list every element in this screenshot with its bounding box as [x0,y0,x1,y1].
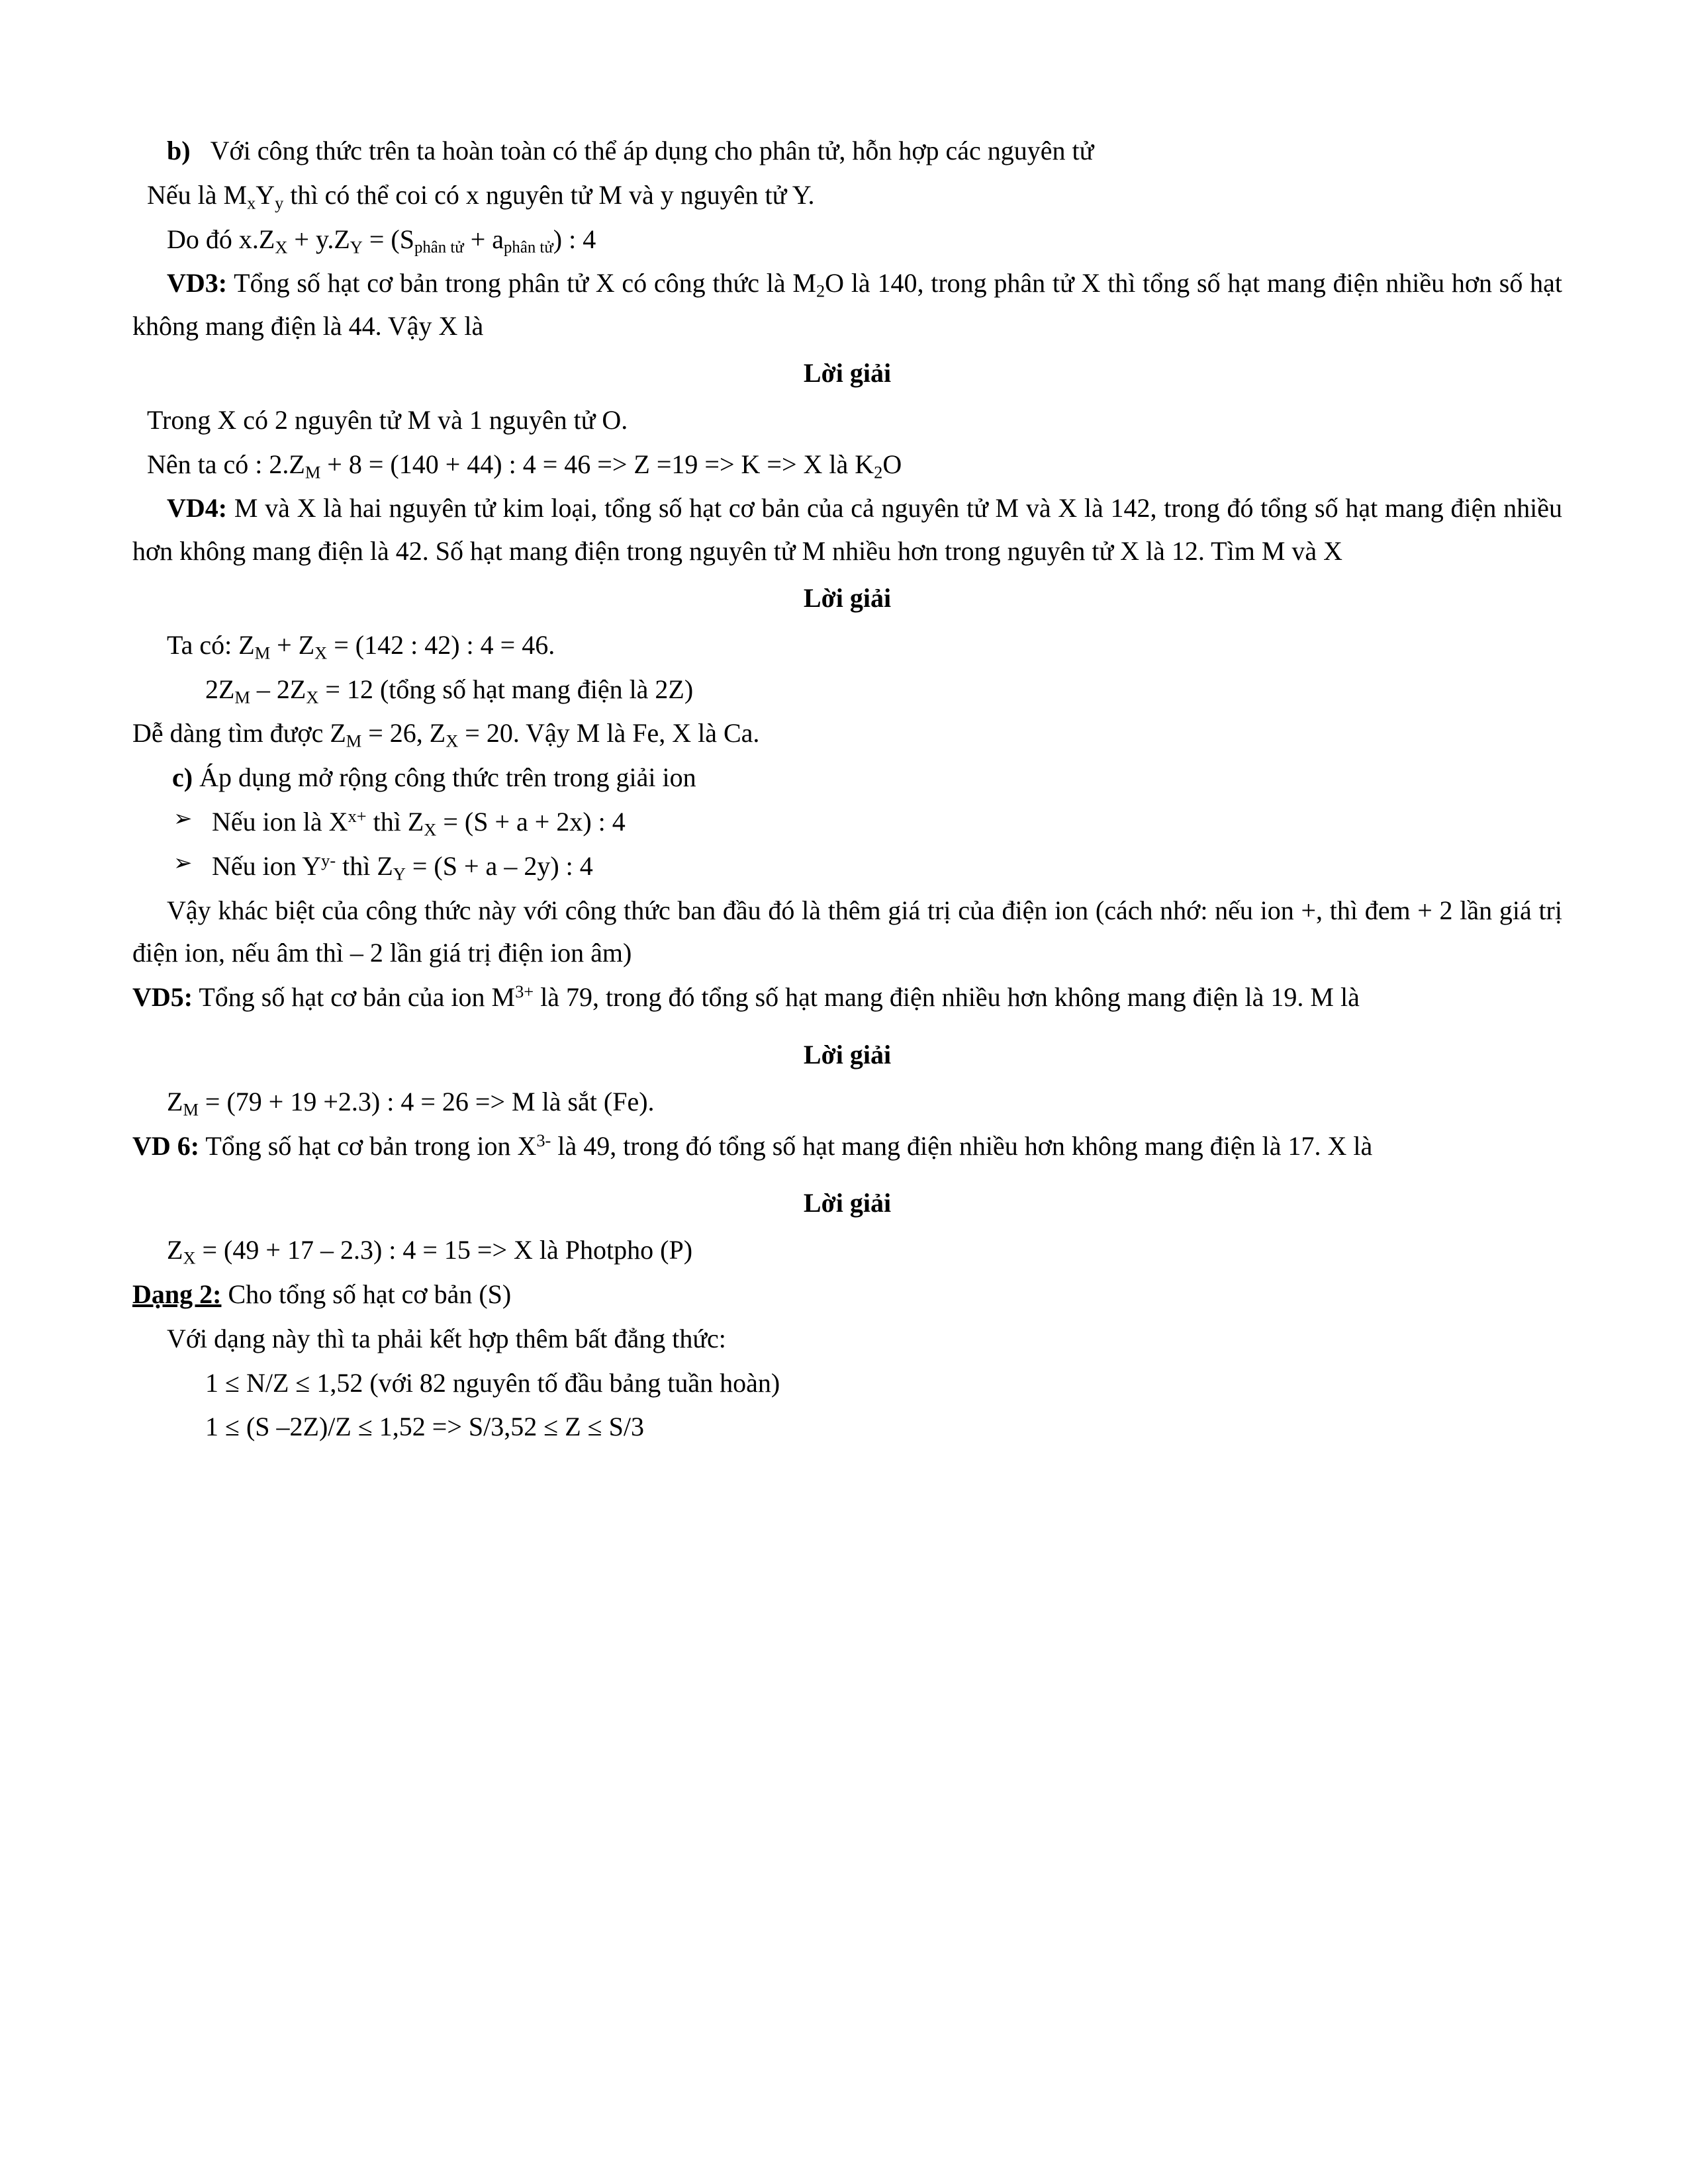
vd5-sol-part1: Z [167,1086,183,1116]
do-do-part2: + y.Z [287,224,350,254]
vd3-text-part2: O là 140, trong phân tử X thì tổng số hạt mang điện nhiều hơn số hạt không mang điện là 44. Vậy X là [132,268,1562,341]
bullet1-sub-x: X [424,819,437,840]
vd5-sol-sub-m: M [183,1099,199,1120]
vd4-sol2-part3: = 12 (tổng số hạt mang điện là 2Z) [318,674,694,704]
paragraph-do-do [132,218,1562,261]
neu-la-sub-x: x [247,193,256,213]
bullet1-part3: = (S + a + 2x) : 4 [436,806,626,837]
vd5-sol-part2: = (79 + 19 +2.3) : 4 = 26 => M là sắt (Fe). [198,1086,655,1116]
vd4-sol2-part1: 2Z [205,674,235,704]
paragraph-vd4 [132,487,1562,573]
document-body [132,130,1562,1449]
label-b: b) [167,136,191,165]
paragraph-b [132,130,1562,173]
vd4-sol2-sub-x: X [306,686,319,707]
do-do-part5: ) : 4 [553,224,596,254]
vd4-sol3-sub-x: X [445,731,459,751]
text-c: Áp dụng mở rộng công thức trên trong giải ion [193,762,696,793]
paragraph-vd3-sol-2 [132,443,1562,486]
vd6-text-part2: là 49, trong đó tổng số hạt mang điện nhiều hơn không mang điện là 17. X là [551,1130,1373,1161]
heading-loi-giai-vd5: Lời giải [803,1039,892,1069]
bullet1-part1: Nếu ion là X [212,806,348,837]
vd4-sol3-sub-m: M [346,731,362,751]
dang2-text: Cho tổng số hạt cơ bản (S) [221,1279,512,1309]
do-do-part4: + a [463,224,504,254]
vd4-sol2-part2: – 2Z [250,674,306,704]
vd4-sol3-part2: = 26, Z [361,718,446,749]
vd4-text: M và X là hai nguyên tử kim loại, tổng số hạt cơ bản của cả nguyên tử M và X là 142, trong đó tổng số hạt mang điện nhiều hơn không mang điện là 42. Số hạt mang điện trong nguyên tử M nhiều hơn trong nguyên tử X là 12. Tìm M và X [132,493,1562,567]
vd3-sol2-part2: + 8 = (140 + 44) : 4 = 46 => Z =19 => K => X là K [320,449,874,479]
vd6-sol-part1: Z [167,1235,183,1265]
paragraph-voi-dang-nay: Với dạng này thì ta phải kết hợp thêm bất đẳng thức: [167,1323,726,1353]
label-vd4: VD4: [167,493,228,523]
vd5-text-part1: Tổng số hạt cơ bản của ion M [193,982,516,1013]
spacer [132,1021,1562,1030]
heading-loi-giai-vd6: Lời giải [803,1188,892,1218]
paragraph-vay-khac-biet: Vậy khác biệt của công thức này với công thức ban đầu đó là thêm giá trị của điện ion (cách nhớ: nếu ion +, thì đem + 2 lần giá trị điện ion, nếu âm thì – 2 lần giá trị điện ion âm) [132,895,1562,968]
bullet2-part1: Nếu ion Y [212,850,322,881]
do-do-sub-phantu-2: phân tử [504,238,553,257]
list-item-ion-negative [132,845,1562,888]
vd4-sol3-part1: Dễ dàng tìm được Z [132,718,346,749]
vd4-sol2-sub-m: M [234,686,250,707]
neu-la-part3: thì có thể coi có x nguyên tử M và y nguyên tử Y. [283,179,815,210]
neu-la-part2: Y [256,179,275,210]
vd3-sol2-part1: Nên ta có : 2.Z [147,449,305,479]
bullet1-part2: thì Z [366,806,424,837]
bullet2-sub-y: Y [393,864,406,884]
heading-loi-giai-vd4: Lời giải [803,582,892,613]
paragraph-vd4-sol-2 [132,668,1562,711]
vd3-sol2-part3: O [882,449,902,479]
paragraph-vd5 [132,976,1562,1019]
heading-loi-giai-vd3: Lời giải [803,357,892,388]
do-do-sub-x: X [275,236,288,257]
bullet2-part3: = (S + a – 2y) : 4 [405,850,593,881]
paragraph-vd4-sol-1 [132,624,1562,667]
vd4-sol1-sub-m: M [254,643,271,663]
bullet2-sup: y- [321,850,336,870]
label-vd3: VD3: [167,268,228,298]
text-b: Với công thức trên ta hoàn toàn có thể áp dụng cho phân tử, hỗn hợp các nguyên tử [210,136,1094,165]
vd4-sol1-part3: = (142 : 42) : 4 = 46. [327,629,555,660]
label-vd5: VD5: [132,982,193,1013]
arrow-bullet-icon: ➢ [173,850,193,876]
paragraph-c [132,756,1562,799]
paragraph-vd3-sol-1: Trong X có 2 nguyên tử M và 1 nguyên tử O. [147,404,628,435]
do-do-sub-y: Y [350,236,363,257]
vd6-sol-part2: = (49 + 17 – 2.3) : 4 = 15 => X là Photpho (P) [195,1235,693,1265]
vd3-sol2-sub-m: M [305,461,321,482]
vd4-sol3-part3: = 20. Vậy M là Fe, X là Ca. [458,718,760,749]
vd6-sol-sub-x: X [183,1248,196,1268]
vd5-sup: 3+ [515,981,534,1001]
paragraph-vd4-sol-3 [132,712,1562,755]
do-do-part1: Do đó x.Z [167,224,275,254]
vd4-sol1-sub-x: X [314,643,328,663]
neu-la-sub-y: y [275,193,284,213]
label-vd6: VD 6: [132,1130,200,1161]
vd5-text-part2: là 79, trong đó tổng số hạt mang điện nhiều hơn không mang điện là 19. M là [534,982,1360,1013]
neu-la-part1: Nếu là M [147,179,248,210]
vd6-sup: 3- [536,1130,551,1150]
vd3-sub-2: 2 [816,281,825,301]
vd4-sol1-part2: + Z [270,629,315,660]
paragraph-vd6-sol [132,1229,1562,1272]
paragraph-vd6 [132,1125,1562,1168]
arrow-bullet-icon: ➢ [173,806,193,831]
vd3-sol2-sub-2: 2 [874,461,883,482]
label-dang2: Dạng 2: [132,1279,222,1309]
paragraph-inequality-1: 1 ≤ N/Z ≤ 1,52 (với 82 nguyên tố đầu bảng tuần hoàn) [205,1367,780,1398]
vd6-text-part1: Tổng số hạt cơ bản trong ion X [199,1130,537,1161]
do-do-part3: = (S [362,224,414,254]
bullet1-sup: x+ [348,805,367,826]
paragraph-vd3 [132,262,1562,348]
vd4-sol1-part1: Ta có: Z [167,629,255,660]
paragraph-inequality-2: 1 ≤ (S –2Z)/Z ≤ 1,52 => S/3,52 ≤ Z ≤ S/3 [205,1412,644,1442]
spacer [132,1169,1562,1178]
paragraph-dang2 [132,1273,1562,1316]
list-item-ion-positive [132,801,1562,844]
bullet2-part2: thì Z [336,850,393,881]
label-c: c) [172,762,193,793]
paragraph-neu-la [132,174,1562,217]
vd3-text-part1: Tổng số hạt cơ bản trong phân tử X có công thức là M [227,268,816,298]
paragraph-vd5-sol [132,1081,1562,1124]
do-do-sub-phantu-1: phân tử [414,238,464,257]
